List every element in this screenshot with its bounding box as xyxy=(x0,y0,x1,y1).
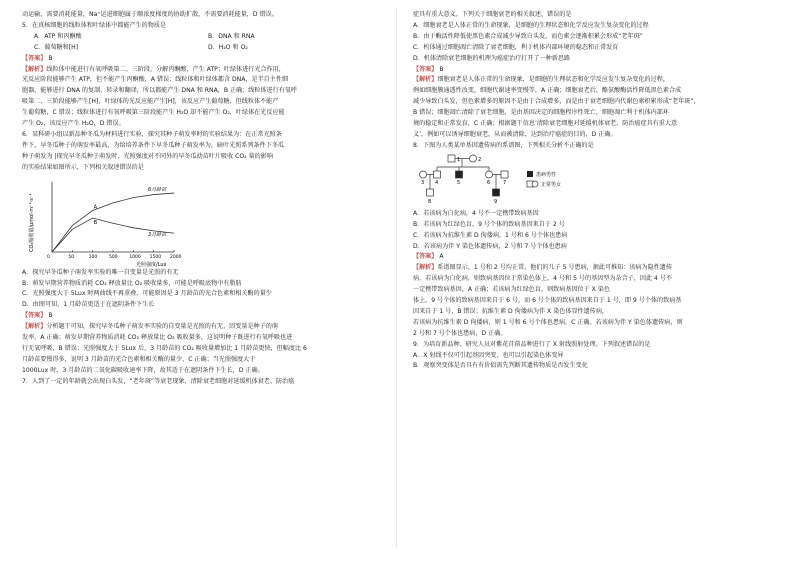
x-tick-label: 1000 xyxy=(129,254,141,260)
q7-analysis-line5: 境的稳定和正常发育，C 正确；根据题干信息‘清除衰老细胞对延缓机体衰老、防治癌症具有重大意 xyxy=(413,120,678,128)
q5-option-d: D．H₂O 和 O₂ xyxy=(208,43,248,51)
series-label-1: 6月龄苗 xyxy=(148,186,167,193)
q8-option-b: B．若该病为红绿色盲，9 号个体的致病基因来自于 2 号 xyxy=(413,220,565,228)
q5-answer: 【答案】 B xyxy=(22,54,53,62)
pedigree-female-6 xyxy=(486,171,493,178)
intro-text: 动运输，需要消耗能量，Na⁺运进细胞属于顺浓度梯度的协助扩散，不需要消耗能量，D 错误。 xyxy=(22,11,278,18)
pedigree-num-8: 8 xyxy=(428,198,432,205)
q7-analysis-line1: 【解析】细胞衰老是人体正常的生命现象，是细胞的生理状态和化学反应发生复杂变化的过程， xyxy=(413,76,669,84)
q6-option-c: C．光照强度大于 5Lux 时两曲线不再重叠，可能原因是 3 月龄苗的光合色素和相关酶的量少 xyxy=(22,290,272,298)
q8-analysis-line5: 因来自于 1 号，B 错误；抗维生素 D 佝偻病为伴 X 染色体显性遗传病， xyxy=(413,307,609,315)
q6-analysis-line2: 发率，A 正确；萌发早期营养物质消耗 CO₂ 释放量比 O₂ 吸收量多，这说明种子既进行有氧呼吸也进 xyxy=(22,334,293,342)
q8-analysis-line3: 一定携带致病基因，A 正确；若该病为红绿色盲，则致病基因位于 X 染色 xyxy=(413,286,610,294)
pedigree-female-2 xyxy=(470,155,477,162)
q7-option-b: B．由于酶活性降低使黑色素合成减少导致白头发，而色素会逐渐积累会形成“老年斑” xyxy=(413,32,643,40)
q7-option-c: C．机体通过细胞凋亡清除了衰老细胞，利于机体内部环境的稳态和正常发育 xyxy=(413,43,619,51)
legend-normal-female-symbol xyxy=(532,181,538,187)
pedigree-male-9 xyxy=(493,189,500,196)
q8-answer: 【答案】 A xyxy=(413,253,444,261)
q6-stem-line3: 种子萌发为 |探究早冬瓜种子萌发时，光照强度对不同外的早冬瓜幼苗叶片吸收 CO₂ 量的影响 xyxy=(22,152,273,160)
q7-analysis-line6: 义’，例如可以诱导细胞衰老，从而被清除，达到治疗癌症的目的，D 正确。 xyxy=(413,130,617,138)
q6-analysis-line3: 行无氧呼吸，B 错误；光照强度大于 5Lux 后，3 月龄苗的 CO₂ 吸收量增加比 1 月龄苗更快，但幅度比 6 xyxy=(22,344,307,352)
pedigree-num-6: 6 xyxy=(487,179,491,186)
x-tick-label: 500 xyxy=(109,254,118,260)
q6-analysis-line4: 月龄苗要慢得多，说明 3 月龄苗的光合色素和相关酶的量少，C 正确；当光照强度大于 xyxy=(22,355,256,363)
q7-answer: 【答案】 B xyxy=(413,65,444,73)
q5-analysis-line6: 产生 O₂，该反应产生 H₂O，D 错误。 xyxy=(22,120,125,128)
q7-analysis-line3: 减少导致白头发，但色素增多的原因不是由于合成增多，而是由于衰老细胞内代谢色素积累形成“老年斑”， xyxy=(413,98,700,106)
point-annotation-B: B xyxy=(93,219,98,226)
series-label-2: 3月龄苗 xyxy=(148,231,167,238)
q6-option-a: A．探究早冬瓜种子萌发率实验的唯一自变量是光照的有无 xyxy=(22,268,179,276)
q6-analysis-line5: 1000Lux 时，3 月龄苗的二氧化碳吸收速率下降，故其适于在遮阴条件下生长，D 正确。 xyxy=(22,366,264,374)
q8-option-c: C．若该病为抗维生素 D 佝偻病，1 号和 6 号个体也患病 xyxy=(413,231,568,239)
q6-stem-line2: 件下，早冬瓜种子的萌发率最高，为给培养条件下早冬瓜种子萌发率为，暗叶光照系列条件下冬瓜 xyxy=(22,141,285,149)
x-tick-label: 1500 xyxy=(149,254,162,260)
y-axis-label: CO₂吸收量/μmol·m⁻²·s⁻¹ xyxy=(29,193,35,252)
q7-stem: 7．人到了一定的年龄就会出现白头发，“老年斑”等衰老现象，清除衰老细胞对延缓机体衰老、防治癌 xyxy=(22,377,295,385)
column-divider xyxy=(396,8,397,548)
q7-analysis-line4: B 错误；细胞凋亡清除了衰老细胞，是由基因决定的细胞程序性死亡，细胞凋亡利于机体内部环 xyxy=(413,109,669,117)
q5-option-a: A．ATP 和丙酮酸 xyxy=(34,32,82,40)
pedigree-num-7: 7 xyxy=(503,179,507,186)
q7-option-a: A．细胞衰老是人体正常的生命现象，是细胞的生理状态和化学反应发生复杂变化的过程 xyxy=(413,21,649,29)
q7-stem-cont: 症具有重大意义。下列关于细胞衰老的相关叙述，错误的是 xyxy=(413,11,572,18)
q8-analysis-line6: 若该病为抗维生素 D 佝偻病，则 1 号和 6 号个体也患病，C 正确。若该病为伴 Y 染色体遗传病，则 xyxy=(413,318,683,326)
pedigree-female-3 xyxy=(420,171,427,178)
q8-analysis-line1: 【解析】系谱图显示，1 号和 2 号均正常，他们的儿子 5 号患病，据此可推知：该病为隐性遗传 xyxy=(413,264,672,272)
q9-stem: 9．为培育新品种，研究人员对紫花苜蓿品种进行了 X 射线照射处理。下列叙述错误的是 xyxy=(413,340,651,348)
pedigree-num-3: 3 xyxy=(421,179,425,186)
q6-answer: 【答案】 B xyxy=(22,312,53,320)
q5-option-c: C．葡萄糖和[H] xyxy=(34,43,79,51)
pedigree-num-9: 9 xyxy=(494,198,498,205)
pedigree-male-4 xyxy=(434,171,441,178)
pedigree-num-2: 2 xyxy=(478,156,482,163)
pedigree-male-7 xyxy=(501,171,508,178)
pedigree-male-1 xyxy=(448,155,455,162)
legend-affected-symbol xyxy=(527,171,533,177)
q8-option-a: A．若该病为白化病，4 号不一定携带致病基因 xyxy=(413,209,539,217)
q5-analysis-line5: 生葡萄糖，C 错误；线粒体进行有氧呼吸第三阶段能产生 H₂O 却不能产生 O₂，叶绿体在光反应能 xyxy=(22,109,285,117)
origin-label: 0 xyxy=(47,254,50,260)
q7-analysis-line2: 例如细胞膜通透性改变，细胞代谢速率变慢等，A 正确；细胞衰老后，酪氨酸酶活性降低黑色素合成 xyxy=(413,87,682,95)
pedigree-num-1: 1 xyxy=(457,156,461,163)
q6-stem-line1: 6．某科研小组以新品种冬瓜为材料进行实验，探究其种子萌发率时的实验结果为：在正常光照条 xyxy=(22,130,282,138)
q6-stem-line4: 的实验结果如图所示，下列相关叙述错误的是 xyxy=(22,163,144,171)
left-column xyxy=(22,10,382,388)
x-tick-label: 2000 xyxy=(170,254,182,260)
q8-stem: 8．下图为人类某单基因遗传病的系谱图，下列相关分析不正确的是 xyxy=(413,141,594,149)
q5-stem: 5．在真核细胞的线粒体和叶绿体中都能产生的物质是 xyxy=(22,21,167,29)
q7-option-d: D．机体清除衰老细胞的机理为癌症治疗打开了一种新思路 xyxy=(413,54,571,62)
q9-option-b: B．观察突变体是否具有有价值需先判断其遗传物质是否发生变化 xyxy=(413,362,588,370)
co2-absorption-chart xyxy=(24,176,194,268)
q8-analysis-line2: 病，若该病为白化病，则致病基因位于常染色体上，4 号和 5 号的基因型为杂合子，因此 4 号不 xyxy=(413,275,672,283)
q5-analysis-line3: 胞器，能够进行 DNA 的复制、转录和翻译，所以都能产生 DNA 和 RNA，B 正确；线粒体进行有氧呼 xyxy=(22,87,297,95)
q5-analysis-line2: 光反应阶段能够产生 ATP，但不能产生丙酮酸，A 错误；线粒体和叶绿体都含 DNA，是半自主性细 xyxy=(22,76,289,84)
legend-normal-label: 正常男女 xyxy=(541,181,562,188)
q5-analysis-line1: 【解析】线粒体中能进行有氧呼吸第二、三阶段，分解丙酮酸，产生 ATP；叶绿体进行光合作用， xyxy=(22,65,285,73)
q6-analysis-line1: 【解析】分析题干可知，探究早冬瓜种子萌发率实验的自变量是光照的有无，因变量是种子的萌 xyxy=(22,323,278,331)
legend-affected-label: 患病男性 xyxy=(536,171,557,178)
q5-analysis-line4: 吸第二、三阶段能够产生[H]，叶绿体的光反应能产生[H]，该反应产生葡萄糖，但线粒体不能产 xyxy=(22,98,279,106)
point-annotation-A: A xyxy=(93,204,98,211)
q6-option-d: D．由图可知，1 月龄苗更适于在遮阴条件下生长 xyxy=(22,301,155,309)
pedigree-num-4: 4 xyxy=(435,179,439,186)
pedigree-male-5 xyxy=(456,171,463,178)
q5-options-row2 xyxy=(22,43,382,54)
pedigree-chart xyxy=(415,153,615,209)
q8-option-d: D．若该病为伴 Y 染色体遗传病，2 号和 7 号个体也患病 xyxy=(413,242,567,250)
right-column xyxy=(413,10,773,372)
q5-option-b: B．DNA 和 RNA xyxy=(208,32,255,40)
pedigree-num-5: 5 xyxy=(457,179,461,186)
x-axis-label: 光照强度/Lux xyxy=(136,261,167,268)
q9-option-a: A．X 射线不仅可引起基因突变，也可以引起染色体变异 xyxy=(413,351,564,359)
series-line-1 xyxy=(52,193,174,252)
q8-analysis-line4: 体上，9 号个体的致病基因来自于 6 号，而 6 号个体的致病基因来自于 1 号，即 9 号个体的致病基 xyxy=(413,297,682,305)
x-tick-label: 100 xyxy=(88,254,98,260)
q6-option-b: B．萌发早期营养物质消耗 CO₂ 释放量比 O₂ 吸收量多，可能是呼吸底物中有脂肪 xyxy=(22,279,242,287)
q8-analysis-line7: 2 号和 7 号个体也患病，D 正确。 xyxy=(413,329,507,337)
x-tick-label: 50 xyxy=(68,254,75,260)
q5-options-row1 xyxy=(22,32,382,43)
pedigree-male-8 xyxy=(427,189,434,196)
